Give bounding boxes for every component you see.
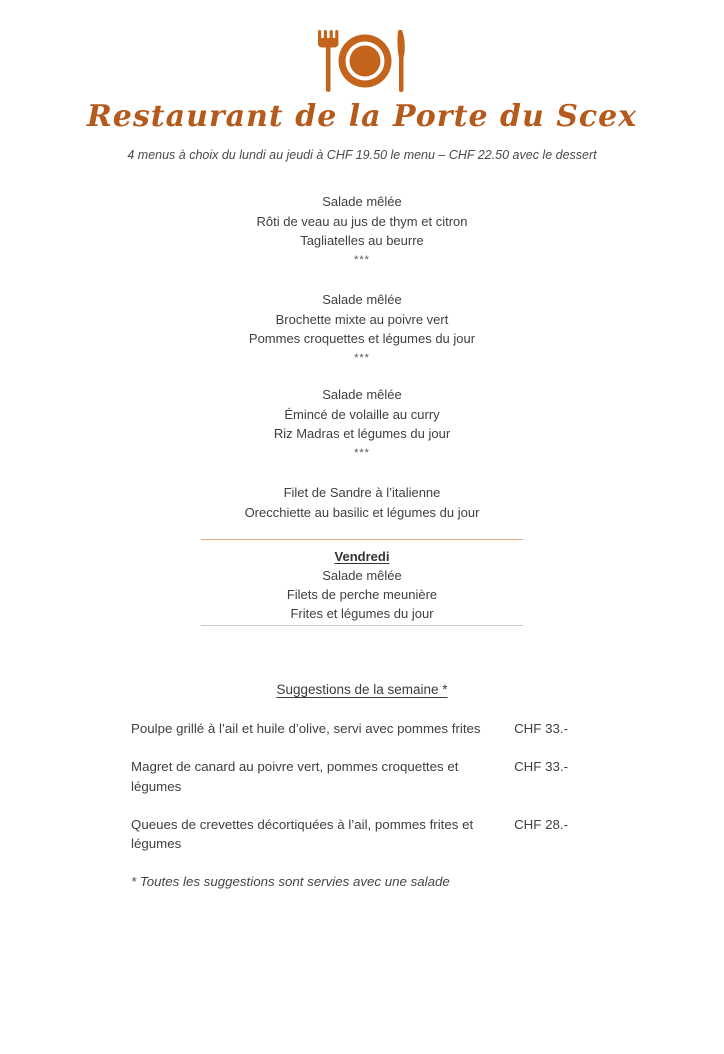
menu-line: Brochette mixte au poivre vert xyxy=(275,311,449,327)
suggestions-list xyxy=(131,719,568,891)
menu-line: Émincé de volaille au curry xyxy=(284,406,440,422)
suggestions-section xyxy=(0,680,724,891)
restaurant-title: Restaurant de la Porte du Scex xyxy=(86,99,638,134)
menu-line: Frites et légumes du jour xyxy=(290,606,434,621)
suggestion-price: CHF 33.- xyxy=(514,721,568,736)
suggestion-name: Queues de crevettes décortiquées à l’ail, pommes frites et légumes xyxy=(131,816,474,851)
menu-line: Tagliatelles au beurre xyxy=(300,233,424,248)
fork-plate-knife-icon xyxy=(318,30,406,92)
menu-line: Salade mêlée xyxy=(322,387,402,402)
suggestion-name: Poulpe grillé à l’ail et huile d’olive, servi avec pommes frites xyxy=(131,721,481,736)
menu-separator-stars: *** xyxy=(354,253,370,266)
suggestion-name: Magret de canard au poivre vert, pommes croquettes et légumes xyxy=(131,759,459,794)
suggestion-price: CHF 28.- xyxy=(514,816,568,832)
menu-pricing-subtitle: 4 menus à choix du lundi au jeudi à CHF 19.50 le menu – CHF 22.50 avec le dessert xyxy=(127,148,597,162)
daily-menu-2 xyxy=(0,290,724,368)
suggestions-footnote: * Toutes les suggestions sont servies avec une salade xyxy=(131,873,450,889)
menu-line: Filets de perche meunière xyxy=(286,587,438,602)
suggestion-row xyxy=(131,815,568,854)
menu-line: Salade mêlée xyxy=(322,194,402,209)
menu-line: Orecchiette au basilic et légumes du jour xyxy=(244,504,480,520)
restaurant-logo xyxy=(318,30,406,92)
daily-menu-4 xyxy=(0,483,724,522)
menu-line: Filet de Sandre à l’italienne xyxy=(283,485,441,500)
menu-line: Riz Madras et légumes du jour xyxy=(273,426,451,441)
suggestions-heading: Suggestions de la semaine * xyxy=(276,682,448,697)
menu-separator-stars: *** xyxy=(354,351,370,364)
menu-line: Salade mêlée xyxy=(322,292,402,307)
menu-separator-stars: *** xyxy=(354,446,370,459)
daily-menu-1 xyxy=(0,192,724,270)
section-divider-bottom xyxy=(201,625,523,626)
suggestion-price: CHF 33.- xyxy=(514,759,568,774)
friday-menu xyxy=(0,547,724,623)
daily-menu-3 xyxy=(0,385,724,463)
section-divider-top xyxy=(201,539,523,540)
menu-line: Pommes croquettes et légumes du jour xyxy=(248,331,476,346)
menu-line: Salade mêlée xyxy=(322,568,402,583)
suggestion-row xyxy=(131,757,568,796)
suggestion-row xyxy=(131,719,568,739)
friday-heading: Vendredi xyxy=(334,549,390,564)
restaurant-menu-page xyxy=(0,30,724,1054)
menu-line: Rôti de veau au jus de thym et citron xyxy=(256,213,468,229)
